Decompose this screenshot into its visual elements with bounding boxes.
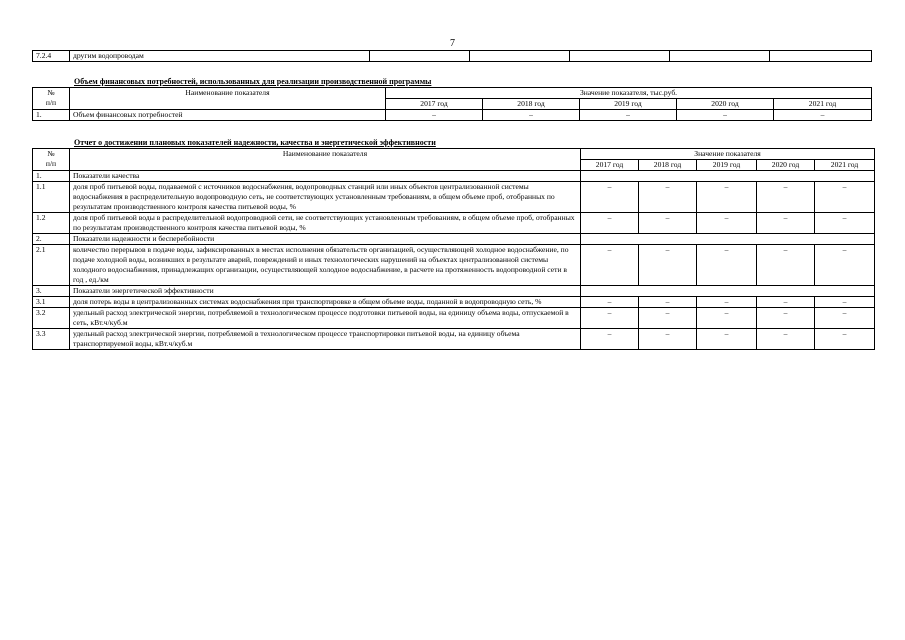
row-value: – — [757, 297, 815, 308]
row-number: 1.1 — [33, 182, 70, 213]
table-header-row — [33, 149, 875, 160]
row-value: – — [757, 182, 815, 213]
row-value: – — [697, 245, 757, 286]
page-number: 7 — [450, 38, 455, 49]
row-number: 1. — [33, 171, 70, 182]
row-value: – — [639, 182, 697, 213]
header-year: 2020 год — [677, 99, 774, 110]
row-value: – — [757, 213, 815, 234]
row-value: – — [580, 110, 677, 121]
row-name: удельный расход электрической энергии, потребляемой в технологическом процессе транспортировки питьевой воды, на единицу объема транспортируемой воды, кВт.ч/куб.м — [70, 329, 581, 350]
row-value: – — [639, 297, 697, 308]
row-name: удельный расход электрической энергии, потребляемой в технологическом процессе подготовки питьевой воды, на единицу объема воды, отпускаемой в сеть, кВт.ч/куб.м — [70, 308, 581, 329]
row-value: – — [697, 329, 757, 350]
row-number: 2. — [33, 234, 70, 245]
row-number: 3.1 — [33, 297, 70, 308]
row-number: 1. — [33, 110, 70, 121]
row-value: – — [815, 245, 875, 286]
row-value: – — [757, 245, 815, 286]
row-name: Показатели надежности и бесперебойности — [70, 234, 581, 245]
header-year: 2019 год — [697, 160, 757, 171]
row-number: 1.2 — [33, 213, 70, 234]
row-number: 3.2 — [33, 308, 70, 329]
header-year: 2021 год — [815, 160, 875, 171]
table-row — [33, 182, 875, 213]
row-number: 2.1 — [33, 245, 70, 286]
row-value: – — [757, 329, 815, 350]
table-row — [33, 297, 875, 308]
row-name: доля потерь воды в централизованных системах водоснабжения при транспортировке в общем объеме воды, поданной в водопроводную сеть, % — [70, 297, 581, 308]
row-value: – — [815, 329, 875, 350]
row-number: 7.2.4 — [33, 51, 70, 62]
row-value: – — [483, 110, 580, 121]
header-year: 2018 год — [639, 160, 697, 171]
table-row — [33, 110, 872, 121]
row-name: Показатели качества — [70, 171, 581, 182]
section-row — [33, 234, 875, 245]
row-value: – — [815, 308, 875, 329]
row-value: – — [386, 110, 483, 121]
row-number: 3.3 — [33, 329, 70, 350]
row-value: – — [639, 245, 697, 286]
row-value: – — [697, 182, 757, 213]
report-table — [32, 148, 875, 350]
table-row — [33, 245, 875, 286]
header-num: № п/п — [33, 88, 70, 110]
header-year: 2018 год — [483, 99, 580, 110]
row-value: – — [581, 213, 639, 234]
table-row — [33, 213, 875, 234]
row-name: Показатели энергетической эффективности — [70, 286, 581, 297]
row-name: доля проб питьевой воды, подаваемой с источников водоснабжения, водопроводных станций или иных объектов централизованной системы водоснабжения в распределительную водопроводную сеть, не соответствующих установленным требованиям, в общем объеме проб, отобранных по результатам производственного контроля качества питьевой воды, % — [70, 182, 581, 213]
header-year: 2021 год — [774, 99, 872, 110]
row-value: – — [639, 308, 697, 329]
table-row — [33, 51, 872, 62]
header-value: Значение показателя — [581, 149, 875, 160]
row-value: – — [581, 297, 639, 308]
header-year: 2019 год — [580, 99, 677, 110]
table-header-row — [33, 88, 872, 99]
row-value: – — [581, 245, 639, 286]
row-name: другим водопроводам — [70, 51, 370, 62]
continuation-table — [32, 50, 872, 62]
row-value: – — [815, 213, 875, 234]
row-value: – — [697, 213, 757, 234]
header-name: Наименование показателя — [70, 149, 581, 171]
header-num: № п/п — [33, 149, 70, 171]
financial-table — [32, 87, 872, 121]
row-value: – — [697, 297, 757, 308]
row-name: доля проб питьевой воды в распределительной водопроводной сети, не соответствующих установленным требованиям, в общем объеме проб, отобранных по результатам производственного контроля качества питьевой воды, % — [70, 213, 581, 234]
row-value: – — [815, 297, 875, 308]
row-value: – — [677, 110, 774, 121]
header-year: 2017 год — [386, 99, 483, 110]
table-row — [33, 308, 875, 329]
row-name: Объем финансовых потребностей — [70, 110, 386, 121]
section-row — [33, 286, 875, 297]
row-value: – — [581, 329, 639, 350]
row-value: – — [581, 308, 639, 329]
header-year: 2020 год — [757, 160, 815, 171]
row-number: 3. — [33, 286, 70, 297]
row-value: – — [639, 329, 697, 350]
row-value: – — [815, 182, 875, 213]
header-value: Значение показателя, тыс.руб. — [386, 88, 872, 99]
row-value: – — [581, 182, 639, 213]
header-year: 2017 год — [581, 160, 639, 171]
section-row — [33, 171, 875, 182]
table-row — [33, 329, 875, 350]
row-value: – — [639, 213, 697, 234]
row-name: количество перерывов в подаче воды, зафиксированных в местах исполнения обязательств организацией, осуществляющей холодное водоснабжение, по подаче холодной воды, возникших в результате аварий, повреждений и иных технологических нарушений на объектах централизованной системы холодного водоснабжения, принадлежащих организации, осуществляющей холодное водоснабжение, в расчете на протяженность водопроводной сети в год , ед./км — [70, 245, 581, 286]
row-value: – — [774, 110, 872, 121]
row-value: – — [757, 308, 815, 329]
header-name: Наименование показателя — [70, 88, 386, 110]
financial-caption: Объем финансовых потребностей, использованных для реализации производственной программы — [74, 77, 432, 86]
row-value: – — [697, 308, 757, 329]
report-caption: Отчет о достижении плановых показателей надежности, качества и энергетической эффективности — [74, 138, 436, 147]
